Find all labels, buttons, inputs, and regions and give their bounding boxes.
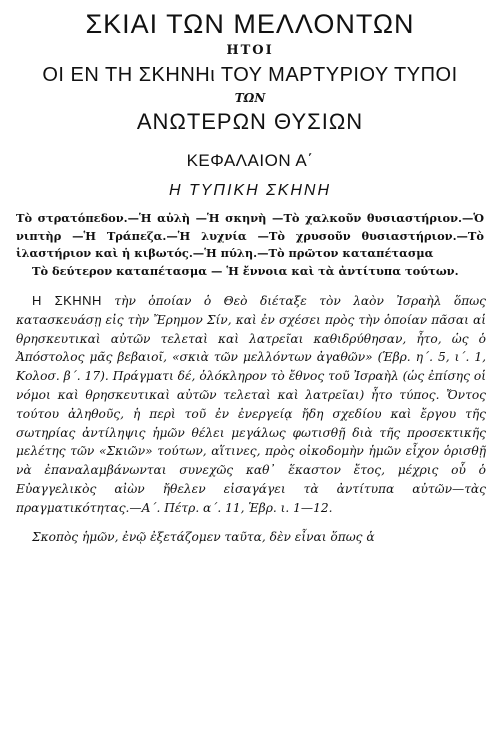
chapter-subtitle: Η ΤΥΠΙΚΗ ΣΚΗΝΗ	[168, 182, 332, 199]
title-line-3: ΑΝΩΤΕΡΩΝ ΘΥΣΙΩΝ	[136, 109, 364, 134]
chapter-summary	[14, 210, 486, 280]
title-connector-etoi: ΗΤΟΙ	[226, 43, 274, 58]
body-paragraph-2: Σκοπὸς ἡμῶν, ἐνῷ ἐξετάζομεν ταῦτα, δὲν εἶναι ὅπως ἁ	[32, 529, 375, 544]
body-text	[14, 292, 486, 546]
title-line-2: ΟΙ ΕΝ ΤΗ ΣΚΗΝΗι ΤΟΥ ΜΑΡΤΥΡΙΟΥ ΤΥΠΟΙ	[42, 64, 458, 86]
main-title: ΣΚΙΑΙ ΤΩΝ ΜΕΛΛΟΝΤΩΝ	[85, 9, 415, 39]
summary-text-2: Τὸ δεύτερον καταπέτασμα — Ἡ ἔννοια καὶ τὰ ἀντίτυπα τούτων.	[32, 263, 459, 278]
summary-text-1: Τὸ στρατόπεδον.—Ἡ αὐλὴ —Ἡ σκηνὴ —Τὸ χαλκοῦν θυσιαστήριον.—Ὁ νιπτὴρ —Ἡ Τράπεζα.—Ἡ λυχνία —Τὸ χρυσοῦν θυσιαστήριον.—Τὸ ἱλαστήριον καὶ ἡ κιβωτός.—Ἡ πύλη.—Τὸ πρῶτον καταπέτασμα	[16, 211, 484, 260]
body-paragraph-1-text: τὴν ὁποίαν ὁ Θεὸ διέταξε τὸν λαὸν Ἰσραὴλ ὅπως κατασκευάσῃ εἰς τὴν Ἔρημον Σίν, καὶ ἐν σχέσει πρὸς τὴν ὁποίαν πᾶσαι αἱ θρησκευτικαὶ αὐτῶν τελεταὶ καὶ λατρεῖαι καθιδρύθησαν, ἦτο, ὡς ὁ Ἀπόστολος μᾶς βεβαιοῖ, «σκιὰ τῶν μελλόντων ἀγαθῶν» (Ἑβρ. η΄. 5, ι΄. 1, Κολοσ. β΄. 17). Πράγματι δέ, ὁλόκληρον τὸ ἔθνος τοῦ Ἰσραὴλ (ὡς ἐπίσης οἱ νόμοι καὶ θρησκευτικαὶ αὐτῶν τελεταὶ καὶ λατρεῖαι) ἦτο τύπος. Ὄντος τούτου ἀληθοῦς, ἡ περὶ τοῦ ἐν ἐνεργείᾳ ἤδη σχεδίου καὶ ἔργου τῆς σωτηρίας ἀντίληψις ἡμῶν θέλει μεγάλως φωτισθῇ διὰ τῆς προσεκτικῆς μελέτης τῶν «Σκιῶν» τούτων, αἵτινες, πρὸς οἰκοδομὴν ἡμῶν εἶχον ὁρισθῇ νὰ ἐπαναλαμβάνωνται συνεχῶς καθ᾽ ἕκαστον ἔτος, μέχρις οὗ ὁ Εὐαγγελικὸς αἰὼν ἤθελεν εἰσαγάγει τὰ ἀντίτυπα αὐτῶν—τὰς πραγματικότητας.—Α΄. Πέτρ. α΄. 11, Ἑβρ. ι. 1—12.	[16, 294, 487, 515]
body-lead-word: Η ΣΚΗΝΗ	[32, 293, 102, 308]
chapter-label: ΚΕΦΑΛΑΙΟΝ Α΄	[186, 151, 314, 170]
title-connector-ton: ΤΩΝ	[234, 91, 266, 105]
body-paragraph-1	[16, 292, 486, 518]
